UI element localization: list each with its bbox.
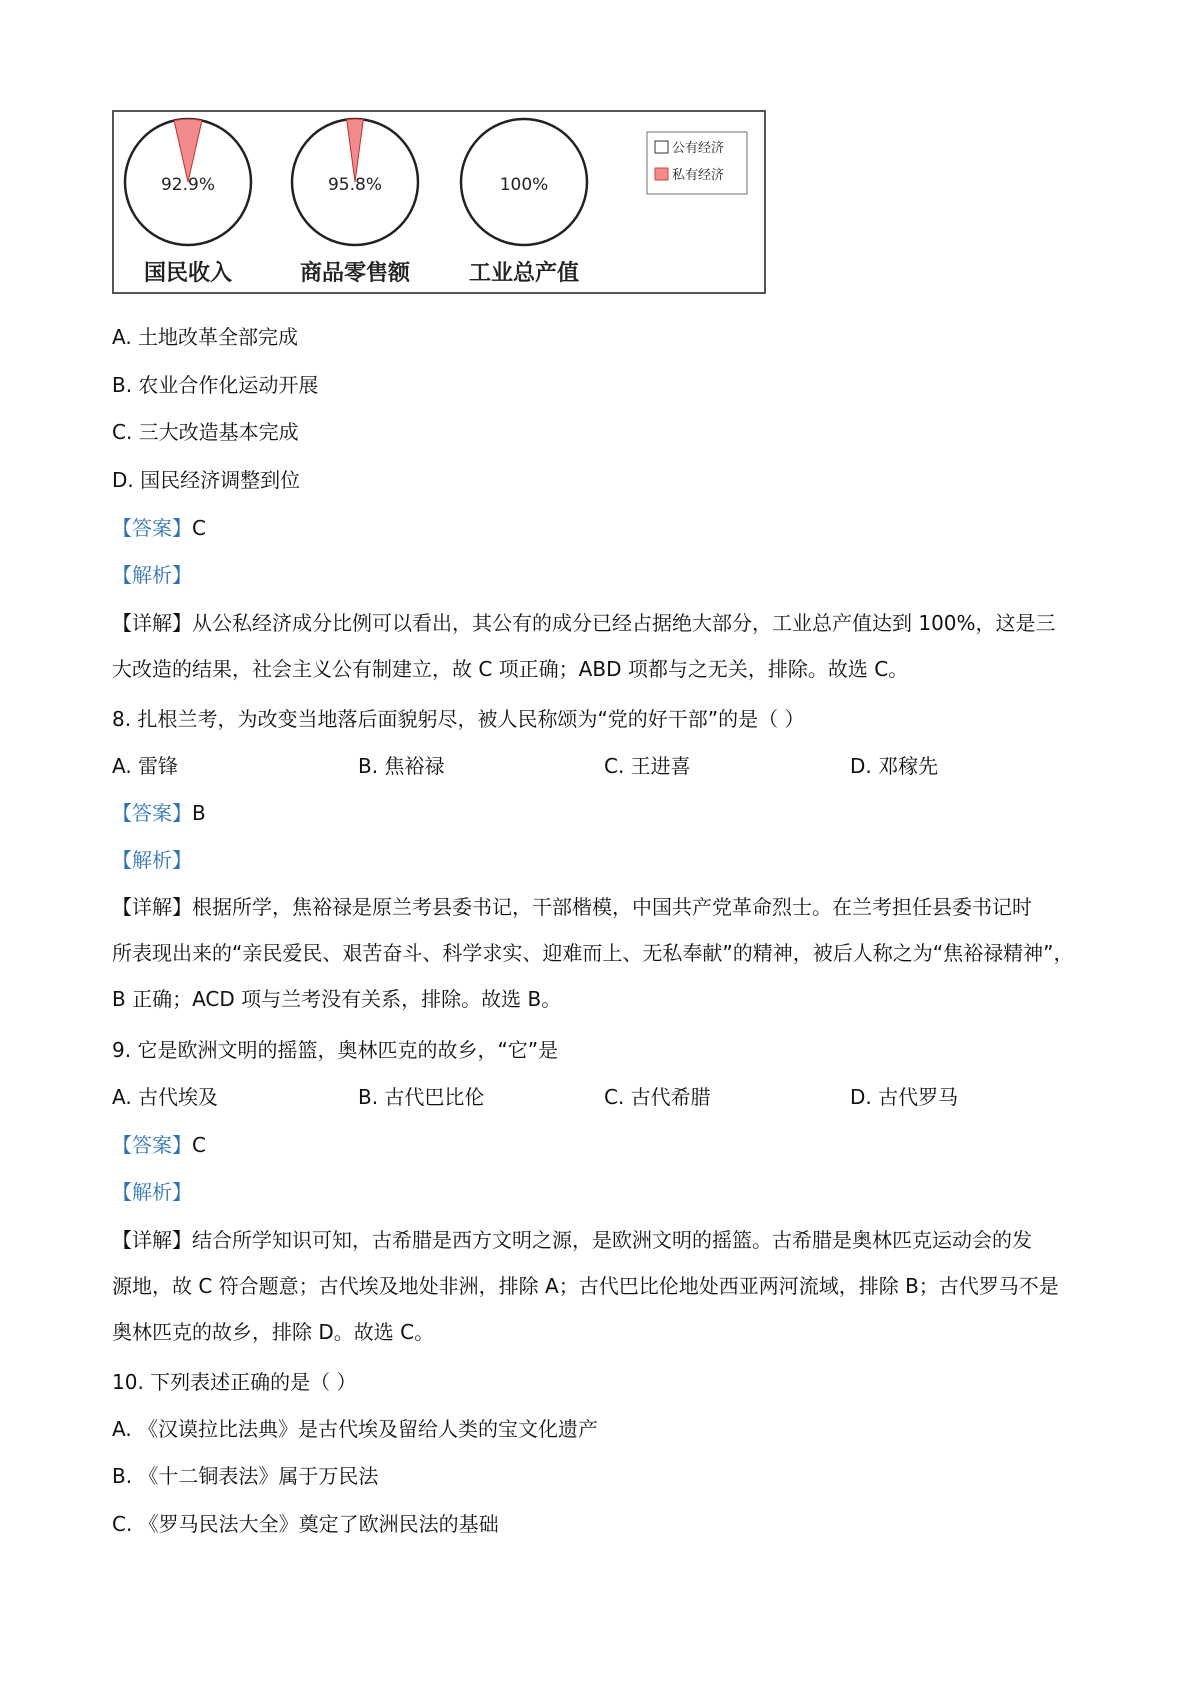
detail-text: 结合所学知识可知，古希腊是西方文明之源，是欧洲文明的摇篮。古希腊是奥林匹克运动会的发	[192, 1228, 1032, 1252]
q10-option-c: C. 《罗马民法大全》奠定了欧洲民法的基础	[112, 1512, 499, 1536]
q9-detail	[112, 1217, 1097, 1355]
q10-option-a: A. 《汉谟拉比法典》是古代埃及留给人类的宝文化遗产	[112, 1417, 599, 1441]
q10-stem: 10. 下列表述正确的是（ ）	[112, 1370, 357, 1394]
answer-tag: 【答案】	[112, 1133, 192, 1157]
q8-detail-line-3: B 正确；ACD 项与兰考没有关系，排除。故选 B。	[112, 987, 562, 1011]
legend-swatch-public	[655, 141, 668, 153]
q7-option-b: B. 农业合作化运动开展	[112, 373, 319, 397]
q8-stem: 8. 扎根兰考，为改变当地落后面貌躬尽，被人民称颂为“党的好干部”的是（ ）	[112, 707, 805, 731]
answer-value: C	[192, 516, 206, 540]
q7-detail-line-2: 大改造的结果，社会主义公有制建立，故 C 项正确；ABD 项都与之无关，排除。故选 C。	[112, 657, 909, 681]
q7-detail-line-1	[112, 600, 1097, 646]
q9-option-a: A. 古代埃及	[112, 1085, 219, 1109]
legend-label-private: 私有经济	[672, 168, 725, 183]
legend	[647, 132, 747, 194]
pie-category-label: 商品零售额	[299, 261, 411, 286]
detail-tag: 【详解】	[112, 895, 192, 919]
q8-detail	[112, 884, 1097, 1022]
legend-label-public: 公有经济	[672, 141, 725, 156]
pie-chart-2	[292, 119, 418, 286]
q9-detail-line-2: 源地，故 C 符合题意；古代埃及地处非洲，排除 A；古代巴比伦地处西亚两河流域，排除 B；古代罗马不是	[112, 1274, 1059, 1298]
detail-text: 根据所学，焦裕禄是原兰考县委书记，干部楷模，中国共产党革命烈士。在兰考担任县委书记时	[192, 895, 1032, 919]
q8-detail-line-2: 所表现出来的“亲民爱民、艰苦奋斗、科学求实、迎难而上、无私奉献”的精神，被后人称之为“焦裕禄精神”，	[112, 941, 1074, 965]
legend-swatch-private	[655, 168, 668, 180]
q10-option-b: B. 《十二铜表法》属于万民法	[112, 1464, 379, 1488]
pie-category-label: 工业总产值	[468, 261, 580, 286]
pie-value-label: 100%	[499, 175, 549, 195]
detail-tag: 【详解】	[112, 1228, 192, 1252]
q8-detail-line-1	[112, 884, 1097, 930]
answer-value: B	[192, 801, 206, 825]
q8-option-d: D. 邓稼先	[850, 754, 939, 778]
detail-tag: 【详解】	[112, 611, 192, 635]
q8-option-a: A. 雷锋	[112, 754, 179, 778]
q8-answer	[112, 799, 206, 827]
q7-option-d: D. 国民经济调整到位	[112, 468, 301, 492]
pie-category-label: 国民收入	[143, 261, 233, 286]
q8-analysis	[112, 846, 192, 874]
detail-text: 从公私经济成分比例可以看出，其公有的成分已经占据绝大部分，工业总产值达到 100%，这是三	[192, 611, 1056, 635]
answer-tag: 【答案】	[112, 516, 192, 540]
answer-tag: 【答案】	[112, 801, 192, 825]
q9-stem: 9. 它是欧洲文明的摇篮，奥林匹克的故乡，“它”是	[112, 1038, 559, 1062]
q9-detail-line-1	[112, 1217, 1097, 1263]
q7-option-c: C. 三大改造基本完成	[112, 420, 299, 444]
q7-answer	[112, 514, 206, 542]
q9-detail-line-3: 奥林匹克的故乡，排除 D。故选 C。	[112, 1320, 435, 1344]
q9-option-d: D. 古代罗马	[850, 1085, 959, 1109]
q9-option-c: C. 古代希腊	[604, 1085, 711, 1109]
answer-value: C	[192, 1133, 206, 1157]
pie-value-label: 92.9%	[160, 175, 216, 195]
economy-pie-figure	[112, 110, 766, 294]
q8-option-c: C. 王进喜	[604, 754, 691, 778]
pie-chart-3	[461, 119, 587, 286]
q8-option-b: B. 焦裕禄	[358, 754, 445, 778]
analysis-tag: 【解析】	[112, 1180, 192, 1204]
pie-value-label: 95.8%	[327, 175, 383, 195]
q7-detail	[112, 600, 1097, 692]
analysis-tag: 【解析】	[112, 563, 192, 587]
analysis-tag: 【解析】	[112, 848, 192, 872]
q9-answer	[112, 1131, 206, 1159]
q7-option-a: A. 土地改革全部完成	[112, 325, 299, 349]
q7-analysis	[112, 561, 192, 589]
q9-option-b: B. 古代巴比伦	[358, 1085, 485, 1109]
q9-analysis	[112, 1178, 192, 1206]
